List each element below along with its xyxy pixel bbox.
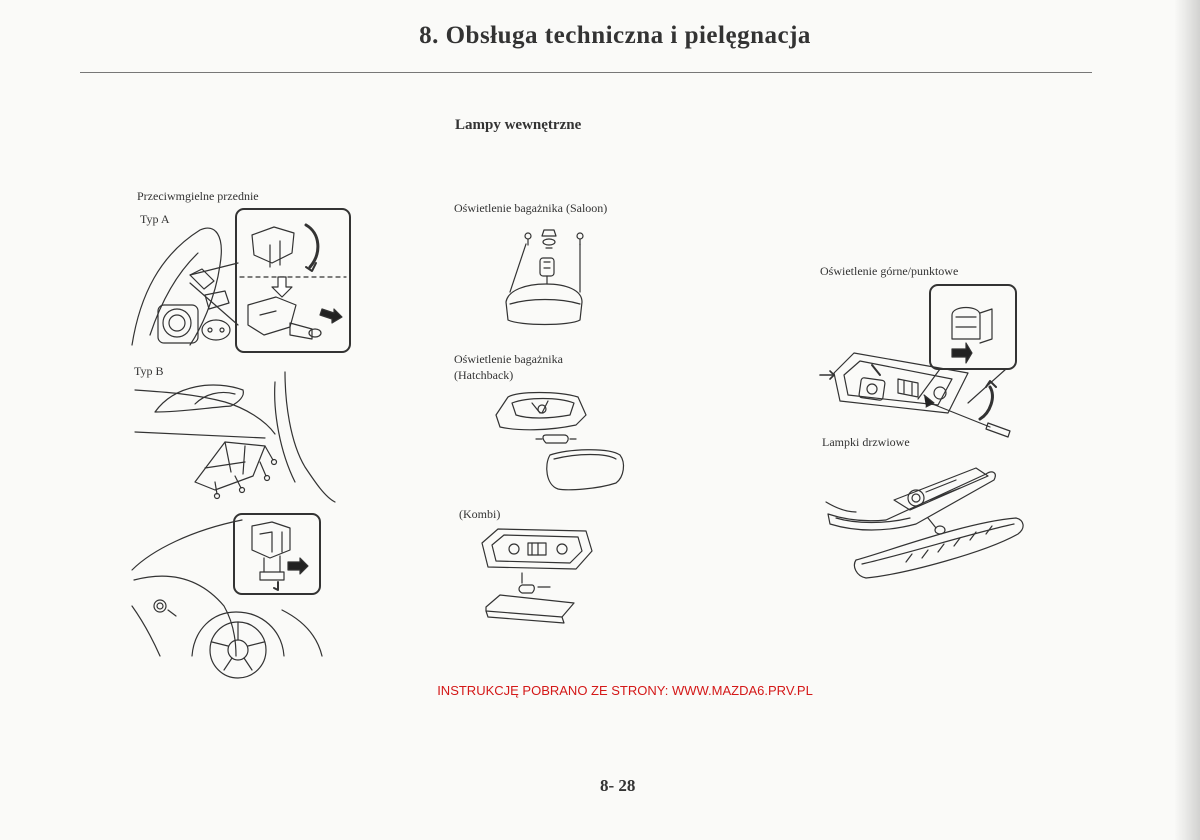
fog-light-type-a-illustration bbox=[130, 205, 356, 360]
label-type-b: Typ B bbox=[134, 364, 164, 378]
fog-light-type-b-car-illustration bbox=[132, 510, 324, 658]
label-trunk-saloon: Oświetlenie bagażnika (Saloon) bbox=[454, 201, 608, 215]
page-shadow-edge bbox=[1174, 0, 1200, 840]
watermark-text: INSTRUKCJĘ POBRANO ZE STRONY: WWW.MAZDA6.PRV.PL bbox=[437, 683, 813, 698]
label-type-a: Typ A bbox=[140, 212, 170, 226]
fog-light-type-b-illustration bbox=[135, 372, 335, 507]
trunk-light-saloon-illustration bbox=[500, 222, 590, 328]
header-rule bbox=[80, 72, 1092, 73]
page-number: 8- 28 bbox=[600, 776, 636, 795]
kombi-light-illustration bbox=[478, 525, 598, 640]
label-kombi: (Kombi) bbox=[459, 507, 501, 521]
trunk-light-hatchback-illustration bbox=[488, 385, 628, 495]
section-heading: Lampy wewnętrzne bbox=[455, 117, 582, 133]
page-title: 8. Obsługa techniczna i pielęgnacja bbox=[419, 22, 811, 49]
door-lamps-illustration bbox=[826, 462, 1026, 584]
label-overhead-light: Oświetlenie górne/punktowe bbox=[820, 264, 959, 278]
overhead-light-illustration bbox=[820, 283, 1020, 438]
label-door-lamps: Lampki drzwiowe bbox=[822, 435, 910, 449]
label-trunk-hatchback-line2: (Hatchback) bbox=[454, 368, 514, 382]
label-fog-front: Przeciwmgielne przednie bbox=[137, 189, 259, 203]
label-trunk-hatchback-line1: Oświetlenie bagażnika bbox=[454, 352, 563, 366]
